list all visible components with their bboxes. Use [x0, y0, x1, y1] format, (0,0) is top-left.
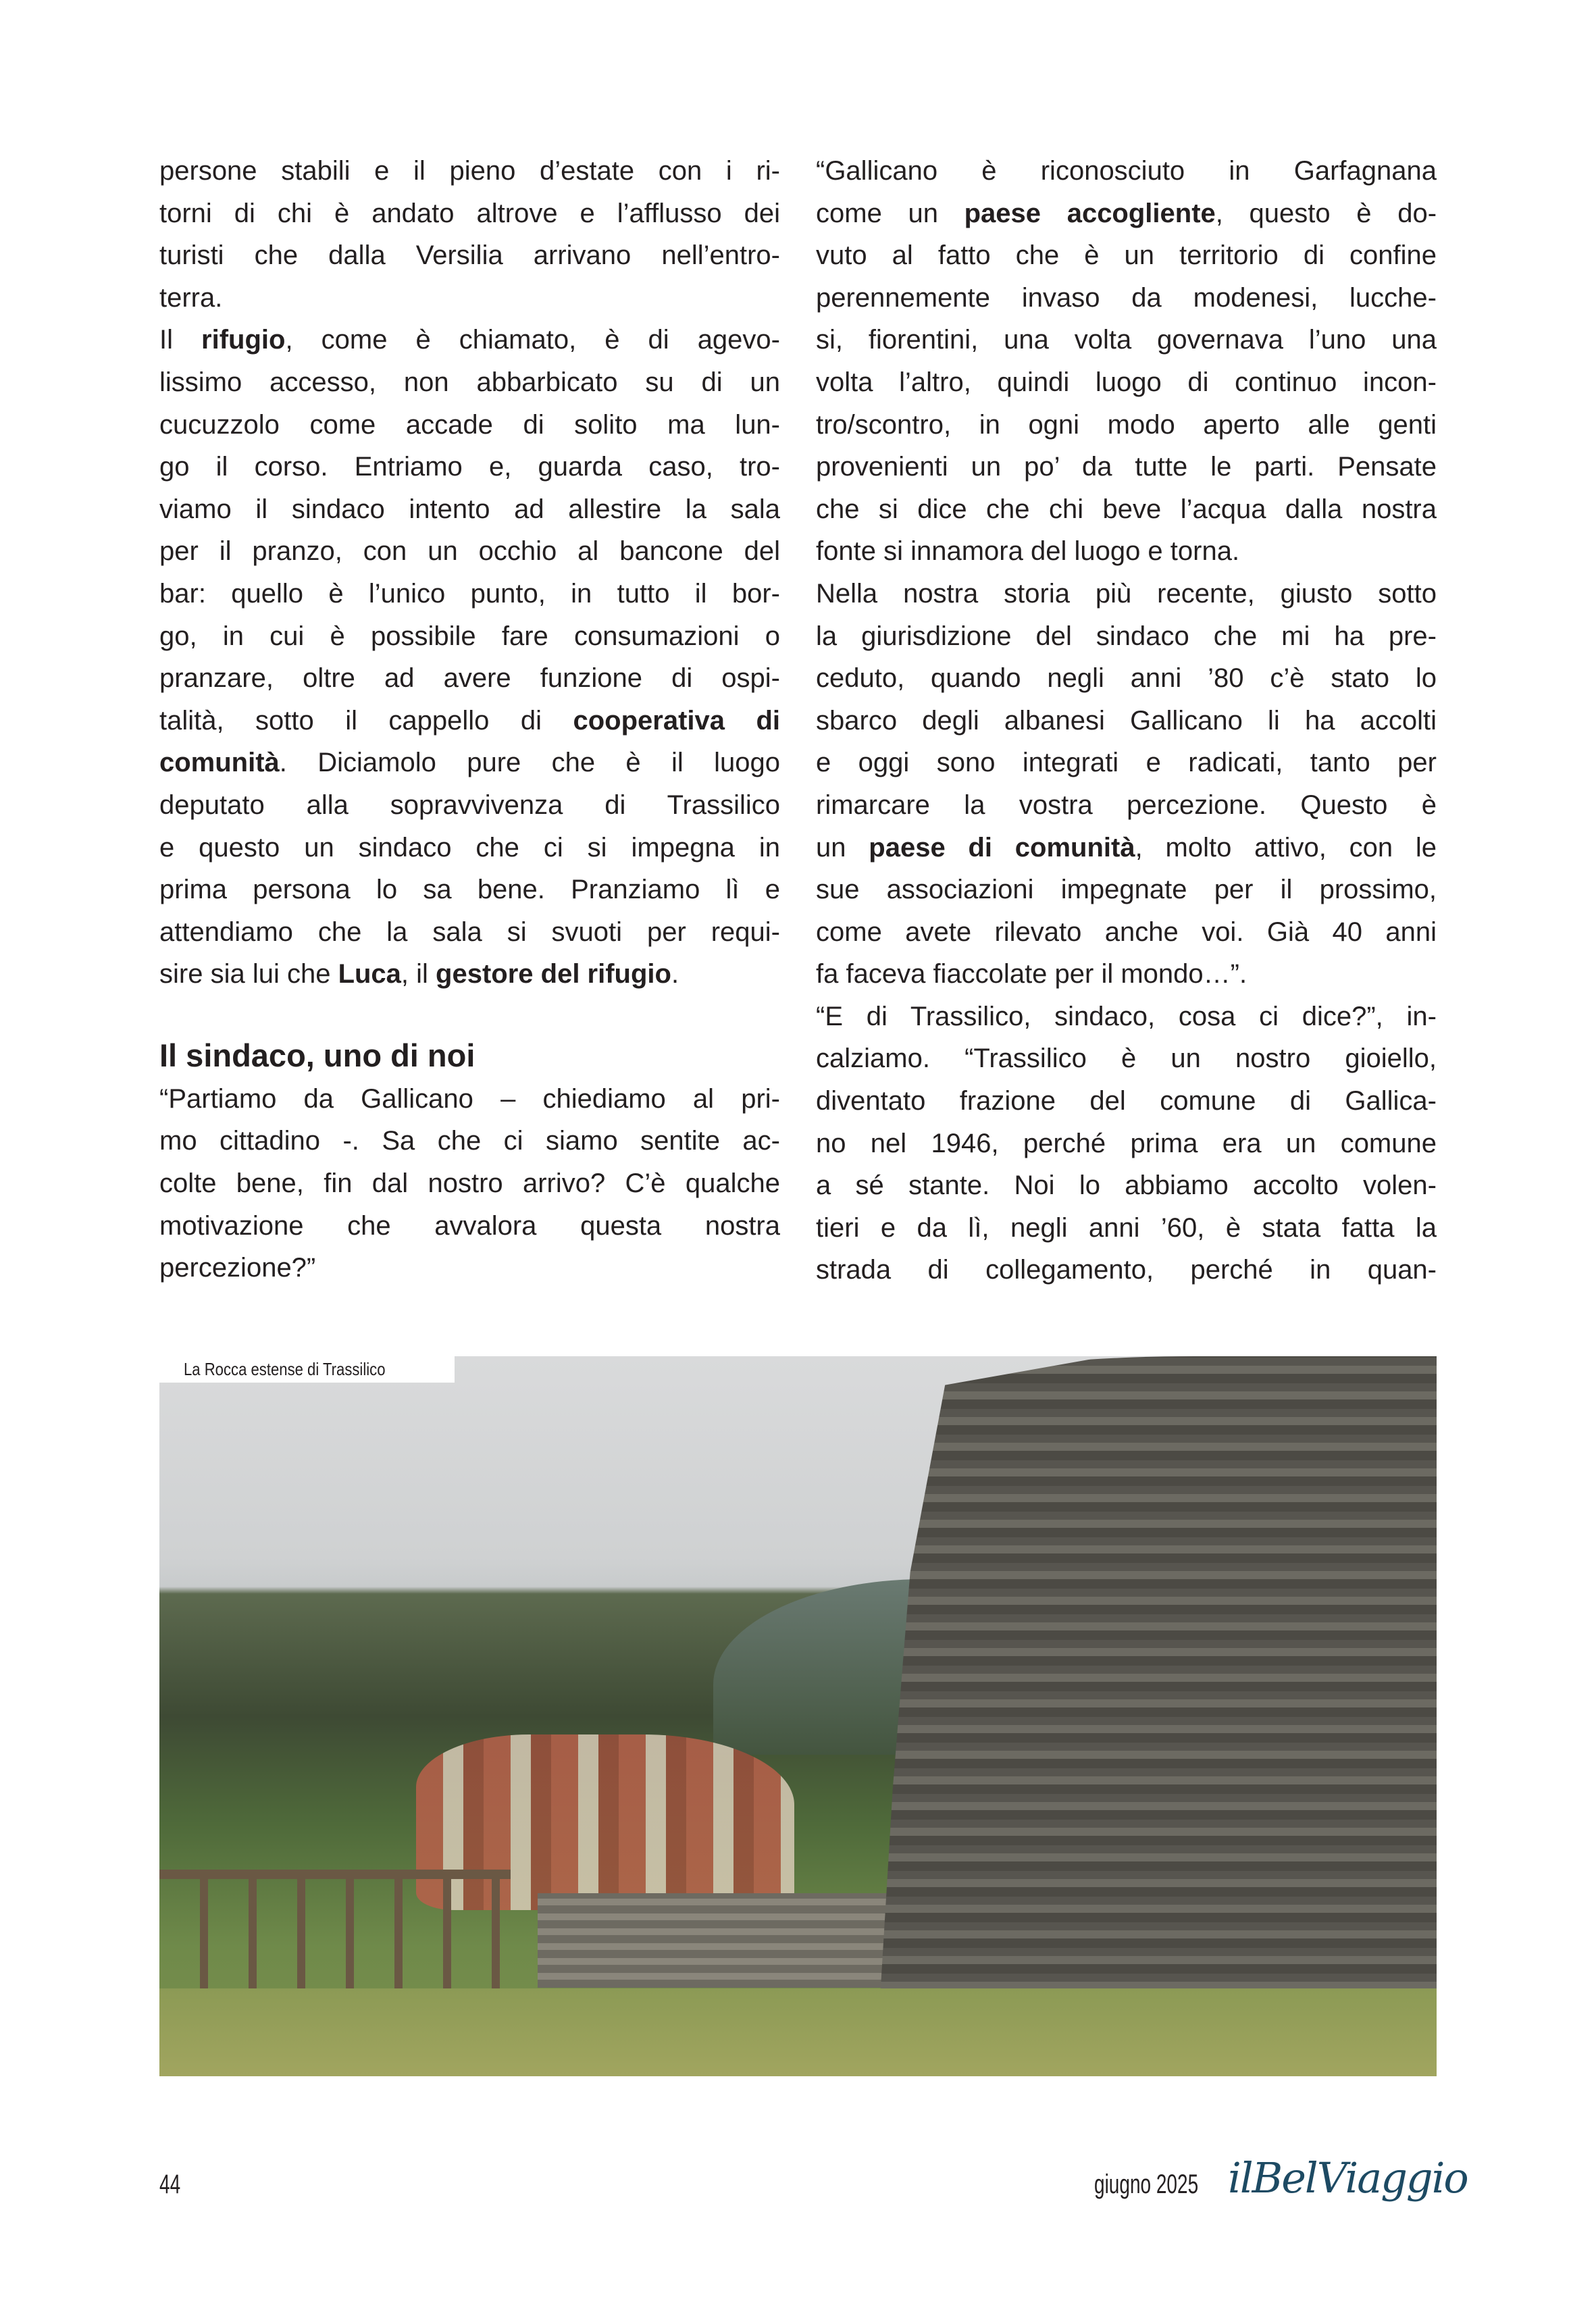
photo-caption: [159, 1356, 455, 1383]
text-span: Nella nostra storia più recente, giusto sotto: [816, 578, 1437, 609]
text-span: provenienti un po’ da tutte le parti. Pensate: [816, 452, 1437, 482]
text-line: [816, 361, 1437, 404]
text-span: go il corso. Entriamo e, guarda caso, tro-: [159, 452, 780, 482]
text-line: [816, 1164, 1437, 1207]
text-span: sue associazioni impegnate per il prossimo,: [816, 875, 1437, 905]
left-column: [159, 150, 780, 1289]
text-line: [159, 573, 780, 615]
text-span: ceduto, quando negli anni ’80 c’è stato lo: [816, 663, 1437, 694]
text-span: diventato frazione del comune di Gallica-: [816, 1086, 1437, 1116]
text-line: [816, 996, 1437, 1038]
text-span: percezione?”: [159, 1253, 316, 1283]
text-span: lissimo accesso, non abbarbicato su di un: [159, 367, 780, 397]
text-span: persone stabili e il pieno d’estate con i ri-: [159, 156, 780, 186]
bold-text: cooperativa di: [573, 705, 780, 736]
bold-text: paese accogliente: [964, 198, 1216, 228]
text-span: “E di Trassilico, sindaco, cosa ci dice?”, in-: [816, 1001, 1437, 1031]
text-line: [816, 1249, 1437, 1291]
text-span: . Diciamolo pure che è il luogo: [279, 748, 780, 778]
text-line: [816, 277, 1437, 319]
text-span: e oggi sono integrati e radicati, tanto per: [816, 748, 1437, 778]
right-column: [816, 150, 1437, 1291]
text-line: [816, 573, 1437, 615]
text-span: come un: [816, 198, 964, 228]
text-span: fonte si innamora del luogo e torna.: [816, 536, 1240, 567]
text-span: si, fiorentini, una volta governava l’uno una: [816, 325, 1437, 355]
text-line: [816, 150, 1437, 192]
text-line: [816, 234, 1437, 277]
bold-text: paese di comunità: [869, 832, 1135, 863]
text-line: [816, 1037, 1437, 1080]
text-line: [159, 657, 780, 700]
text-span: .: [671, 959, 679, 989]
section-heading: Il sindaco, uno di noi: [159, 1037, 475, 1073]
text-line: [159, 1205, 780, 1248]
bold-text: Luca: [338, 959, 401, 989]
bold-text: rifugio: [201, 325, 286, 355]
text-span: turisti che dalla Versilia arrivano nell’entro-: [159, 240, 780, 271]
text-span: a sé stante. Noi lo abbiamo accolto volen-: [816, 1171, 1437, 1201]
text-span: strada di collegamento, perché in quan-: [816, 1255, 1437, 1285]
text-span: volta l’altro, quindi luogo di continuo incon-: [816, 367, 1437, 397]
text-span: go, in cui è possibile fare consumazioni o: [159, 621, 780, 651]
text-line: [816, 1207, 1437, 1250]
text-line: [816, 911, 1437, 954]
text-line: [159, 742, 780, 784]
text-line: [816, 700, 1437, 742]
text-span: , come è chiamato, è di agevo-: [285, 325, 780, 355]
text-line: [816, 1123, 1437, 1165]
text-span: pranzare, oltre ad avere funzione di ospi-: [159, 663, 780, 694]
text-line: [816, 742, 1437, 784]
photo-stone-wall: [538, 1893, 923, 1988]
text-line: [159, 1247, 780, 1289]
text-span: “Partiamo da Gallicano – chiediamo al pri-: [159, 1083, 780, 1114]
text-span: la giurisdizione del sindaco che mi ha pre-: [816, 621, 1437, 651]
text-line: [816, 192, 1437, 235]
text-span: torni di chi è andato altrove e l’afflusso dei: [159, 198, 780, 228]
text-span: e questo un sindaco che ci si impegna in: [159, 832, 780, 863]
text-span: , il: [401, 959, 436, 989]
text-line: [816, 404, 1437, 446]
text-line: [159, 150, 780, 192]
text-span: viamo il sindaco intento ad allestire la sala: [159, 494, 780, 524]
text-span: che si dice che chi beve l’acqua dalla nostra: [816, 494, 1437, 524]
text-line: [159, 319, 780, 361]
photo-tower: [875, 1356, 1437, 2076]
text-line: [159, 700, 780, 742]
text-line: [159, 827, 780, 869]
photo-rocca-estense: [159, 1356, 1437, 2076]
text-span: perennemente invaso da modenesi, lucche-: [816, 282, 1437, 313]
text-span: tro/scontro, in ogni modo aperto alle genti: [816, 409, 1437, 440]
text-line: [159, 1078, 780, 1121]
text-line: [159, 530, 780, 573]
text-line: [816, 446, 1437, 488]
text-line: [159, 361, 780, 404]
text-line: [159, 234, 780, 277]
magazine-logo: ilBelViaggio: [1228, 2153, 1468, 2203]
text-line: [159, 1120, 780, 1162]
text-line: [159, 1162, 780, 1205]
text-span: prima persona lo sa bene. Pranziamo lì e: [159, 875, 780, 905]
text-span: “Gallicano è riconosciuto in Garfagnana: [816, 156, 1437, 186]
text-line: [816, 869, 1437, 911]
text-span: motivazione che avvalora questa nostra: [159, 1210, 780, 1241]
text-line: [816, 488, 1437, 531]
bold-text: comunità: [159, 748, 280, 778]
photo-caption-text: La Rocca estense di Trassilico: [184, 1359, 386, 1379]
text-line: [159, 446, 780, 488]
text-span: sire sia lui che: [159, 959, 338, 989]
text-line: [159, 784, 780, 827]
text-line: [816, 1080, 1437, 1123]
text-span: sbarco degli albanesi Gallicano li ha accolti: [816, 705, 1437, 736]
text-span: un: [816, 832, 869, 863]
text-line: [816, 615, 1437, 658]
text-span: come avete rilevato anche voi. Già 40 anni: [816, 917, 1437, 947]
text-span: colte bene, fin dal nostro arrivo? C’è qualche: [159, 1168, 780, 1199]
text-span: rimarcare la vostra percezione. Questo è: [816, 790, 1437, 820]
text-span: talità, sotto il cappello di: [159, 705, 573, 736]
text-line: [816, 784, 1437, 827]
text-span: , molto attivo, con le: [1135, 832, 1437, 863]
text-line: [159, 192, 780, 235]
text-line: [159, 953, 780, 996]
text-span: calziamo. “Trassilico è un nostro gioiello,: [816, 1044, 1437, 1074]
text-span: per il pranzo, con un occhio al bancone del: [159, 536, 780, 567]
text-line: [159, 911, 780, 954]
text-span: bar: quello è l’unico punto, in tutto il bor-: [159, 578, 780, 609]
text-span: tieri e da lì, negli anni ’60, è stata fatta la: [816, 1212, 1437, 1243]
photo-grass: [159, 1988, 1437, 2076]
page-number: 44: [159, 2169, 181, 2199]
text-span: attendiamo che la sala si svuoti per requi-: [159, 917, 780, 947]
text-line: [159, 488, 780, 531]
text-line: [159, 277, 780, 319]
text-line: [816, 827, 1437, 869]
text-line: [159, 615, 780, 658]
text-span: terra.: [159, 282, 223, 313]
text-span: fa faceva fiaccolate per il mondo…”.: [816, 959, 1247, 989]
text-span: Il: [159, 325, 202, 355]
text-span: , questo è do-: [1215, 198, 1437, 228]
text-span: mo cittadino -. Sa che ci siamo sentite ac-: [159, 1126, 780, 1156]
issue-date: giugno 2025: [1094, 2169, 1199, 2199]
text-line: [159, 404, 780, 446]
text-line: [816, 530, 1437, 573]
bold-text: gestore del rifugio: [436, 959, 671, 989]
text-line: [816, 319, 1437, 361]
text-span: vuto al fatto che è un territorio di confine: [816, 240, 1437, 271]
text-line: [159, 869, 780, 911]
text-span: cucuzzolo come accade di solito ma lun-: [159, 409, 780, 440]
text-span: no nel 1946, perché prima era un comune: [816, 1128, 1437, 1158]
text-span: deputato alla sopravvivenza di Trassilico: [159, 790, 780, 820]
text-line: [816, 953, 1437, 996]
text-line: [816, 657, 1437, 700]
